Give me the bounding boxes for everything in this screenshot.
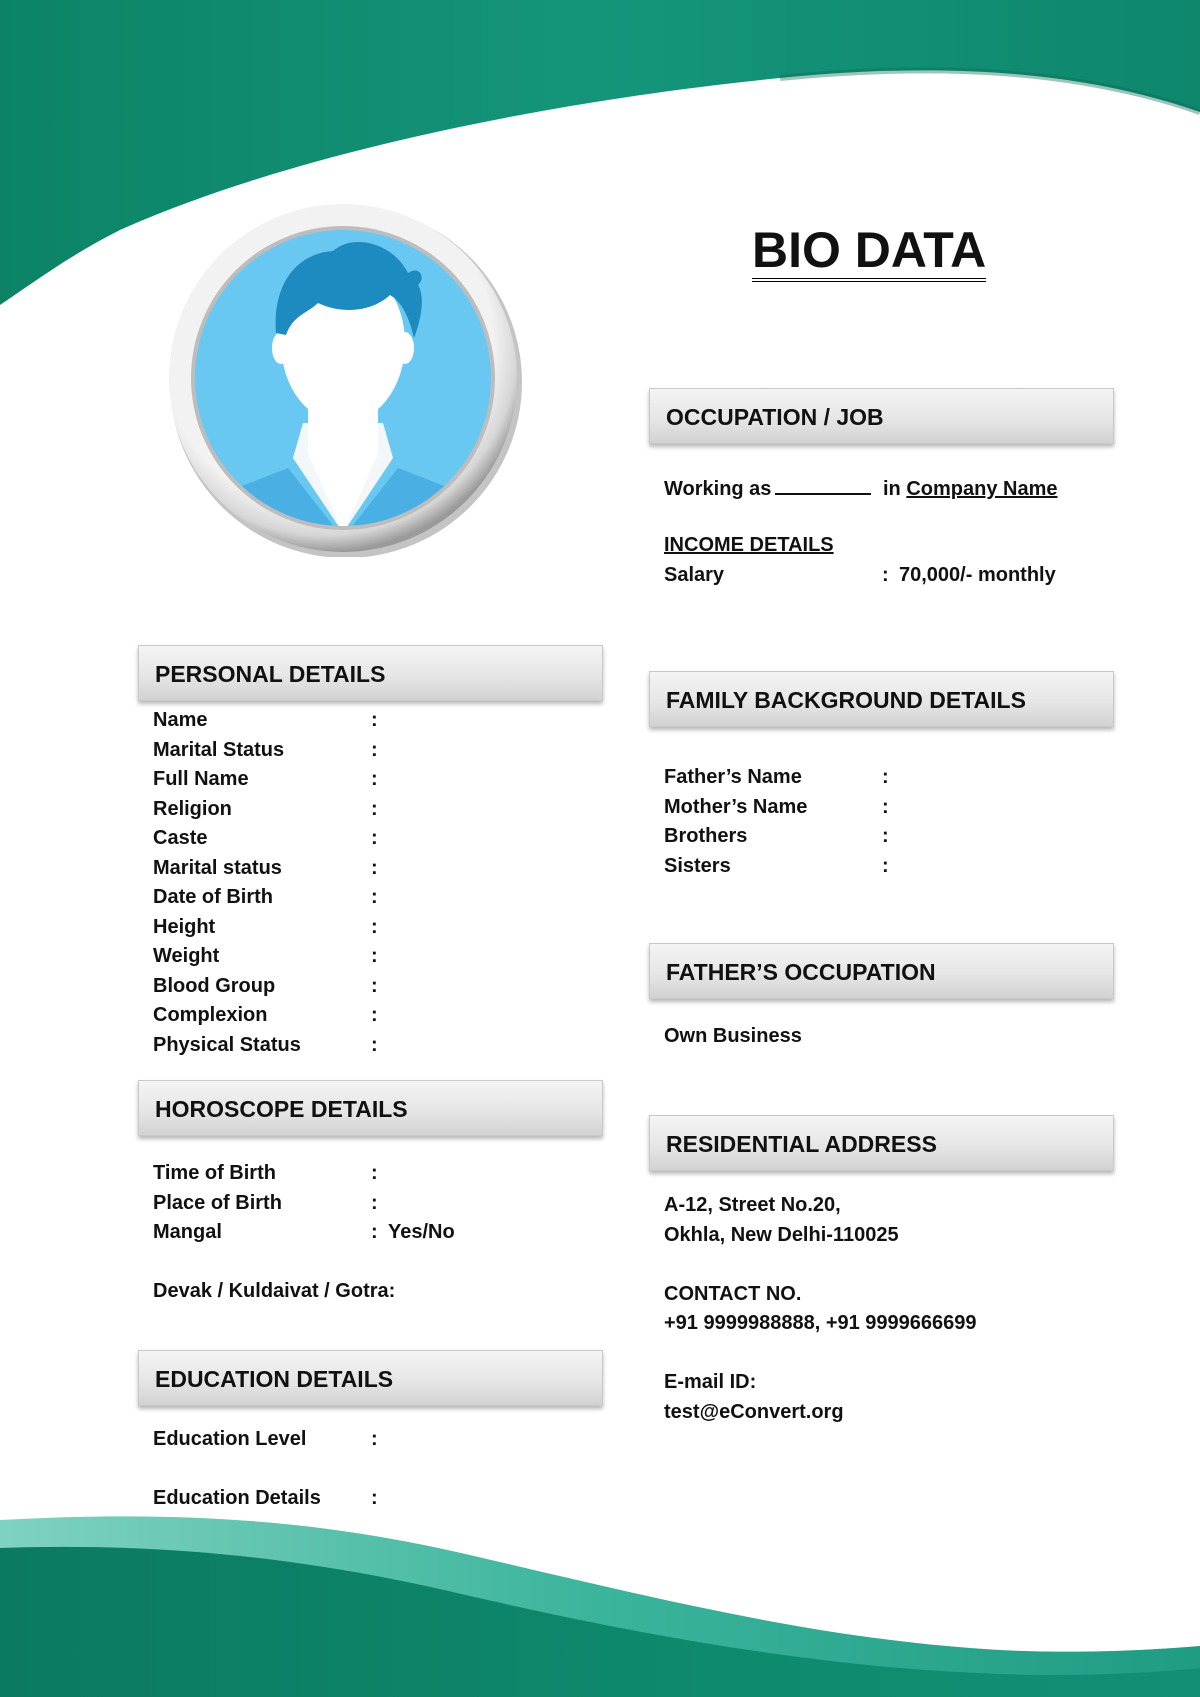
field-label: Date of Birth	[153, 886, 273, 908]
company-name: Company Name	[906, 478, 1058, 500]
field-colon: :	[371, 1004, 378, 1026]
address-line-2: Okhla, New Delhi-110025	[664, 1224, 899, 1246]
personal-row	[153, 765, 593, 795]
salary-value: 70,000/- monthly	[899, 564, 1056, 586]
personal-row	[153, 1031, 593, 1061]
occupation-header: OCCUPATION / JOB	[649, 388, 1114, 444]
family-details-list	[664, 763, 1104, 881]
field-colon: :	[882, 766, 889, 788]
horoscope-details-header: HOROSCOPE DETAILS	[138, 1080, 603, 1136]
field-colon: :	[371, 945, 378, 967]
field-colon: :	[371, 1221, 378, 1243]
field-label: Complexion	[153, 1004, 268, 1026]
field-colon: :	[882, 825, 889, 847]
field-colon: :	[371, 768, 378, 790]
family-row	[664, 763, 1104, 793]
field-label: Sisters	[664, 854, 731, 877]
personal-row	[153, 854, 593, 884]
field-colon: :	[882, 854, 889, 877]
person-avatar-icon	[168, 203, 522, 557]
field-colon: :	[371, 915, 378, 938]
personal-row	[153, 972, 593, 1002]
address-line-1: A-12, Street No.20,	[664, 1194, 841, 1216]
email-label: E-mail ID:	[664, 1371, 757, 1393]
field-colon: :	[882, 795, 889, 818]
field-label: Mangal	[153, 1221, 222, 1243]
education-level-label: Education Level	[153, 1428, 307, 1450]
personal-row	[153, 706, 593, 736]
horoscope-details-list	[153, 1159, 593, 1248]
field-label: Religion	[153, 797, 232, 820]
personal-row	[153, 736, 593, 766]
income-details-heading: INCOME DETAILS	[664, 534, 834, 556]
page-title: BIO DATA	[752, 222, 986, 282]
field-colon: :	[371, 1428, 378, 1450]
field-label: Marital Status	[153, 738, 285, 761]
personal-row	[153, 824, 593, 854]
field-colon: :	[371, 1191, 378, 1214]
personal-row	[153, 942, 593, 972]
field-label: Caste	[153, 827, 208, 849]
field-label: Brothers	[664, 825, 748, 847]
gotra-label: Devak / Kuldaivat / Gotra:	[153, 1280, 396, 1302]
residential-address-header: RESIDENTIAL ADDRESS	[649, 1115, 1114, 1171]
field-label: Height	[153, 915, 216, 938]
working-as-line	[664, 473, 1058, 504]
horoscope-row	[153, 1189, 593, 1219]
father-occupation-value: Own Business	[664, 1025, 802, 1047]
horoscope-row	[153, 1159, 593, 1189]
job-blank	[775, 473, 871, 495]
field-label: Mother’s Name	[664, 795, 808, 818]
field-label: Physical Status	[153, 1033, 301, 1056]
education-details-label: Education Details	[153, 1487, 321, 1509]
salary-label: Salary	[664, 564, 725, 586]
personal-row	[153, 883, 593, 913]
field-colon: :	[371, 1033, 378, 1056]
field-colon: :	[371, 974, 378, 997]
education-details-header: EDUCATION DETAILS	[138, 1350, 603, 1406]
contact-value: +91 9999988888, +91 9999666699	[664, 1312, 977, 1334]
father-occupation-header: FATHER’S OCCUPATION	[649, 943, 1114, 999]
family-row	[664, 822, 1104, 852]
field-label: Place of Birth	[153, 1191, 282, 1214]
field-colon: :	[371, 709, 378, 731]
email-value: test@eConvert.org	[664, 1401, 844, 1423]
field-label: Time of Birth	[153, 1162, 276, 1184]
personal-row	[153, 795, 593, 825]
field-colon: :	[371, 797, 378, 820]
horoscope-row	[153, 1218, 593, 1248]
field-label: Marital status	[153, 856, 282, 879]
family-row	[664, 793, 1104, 823]
field-label: Father’s Name	[664, 766, 802, 788]
in-word: in	[883, 478, 901, 500]
family-row	[664, 852, 1104, 882]
field-label: Full Name	[153, 768, 249, 790]
personal-row	[153, 1001, 593, 1031]
personal-row	[153, 913, 593, 943]
working-as-label: Working as	[664, 478, 772, 500]
personal-details-header: PERSONAL DETAILS	[138, 645, 603, 701]
field-colon: :	[371, 827, 378, 849]
field-label: Weight	[153, 945, 220, 967]
field-colon: :	[371, 738, 378, 761]
field-colon: :	[882, 564, 889, 586]
field-colon: :	[371, 1487, 378, 1509]
field-colon: :	[371, 1162, 378, 1184]
field-label: Name	[153, 709, 208, 731]
contact-label: CONTACT NO.	[664, 1283, 802, 1305]
field-label: Blood Group	[153, 974, 276, 997]
personal-details-list	[153, 706, 593, 1060]
field-colon: :	[371, 886, 378, 908]
profile-photo	[168, 203, 522, 557]
family-background-header: FAMILY BACKGROUND DETAILS	[649, 671, 1114, 727]
field-value: Yes/No	[388, 1221, 455, 1243]
field-colon: :	[371, 856, 378, 879]
